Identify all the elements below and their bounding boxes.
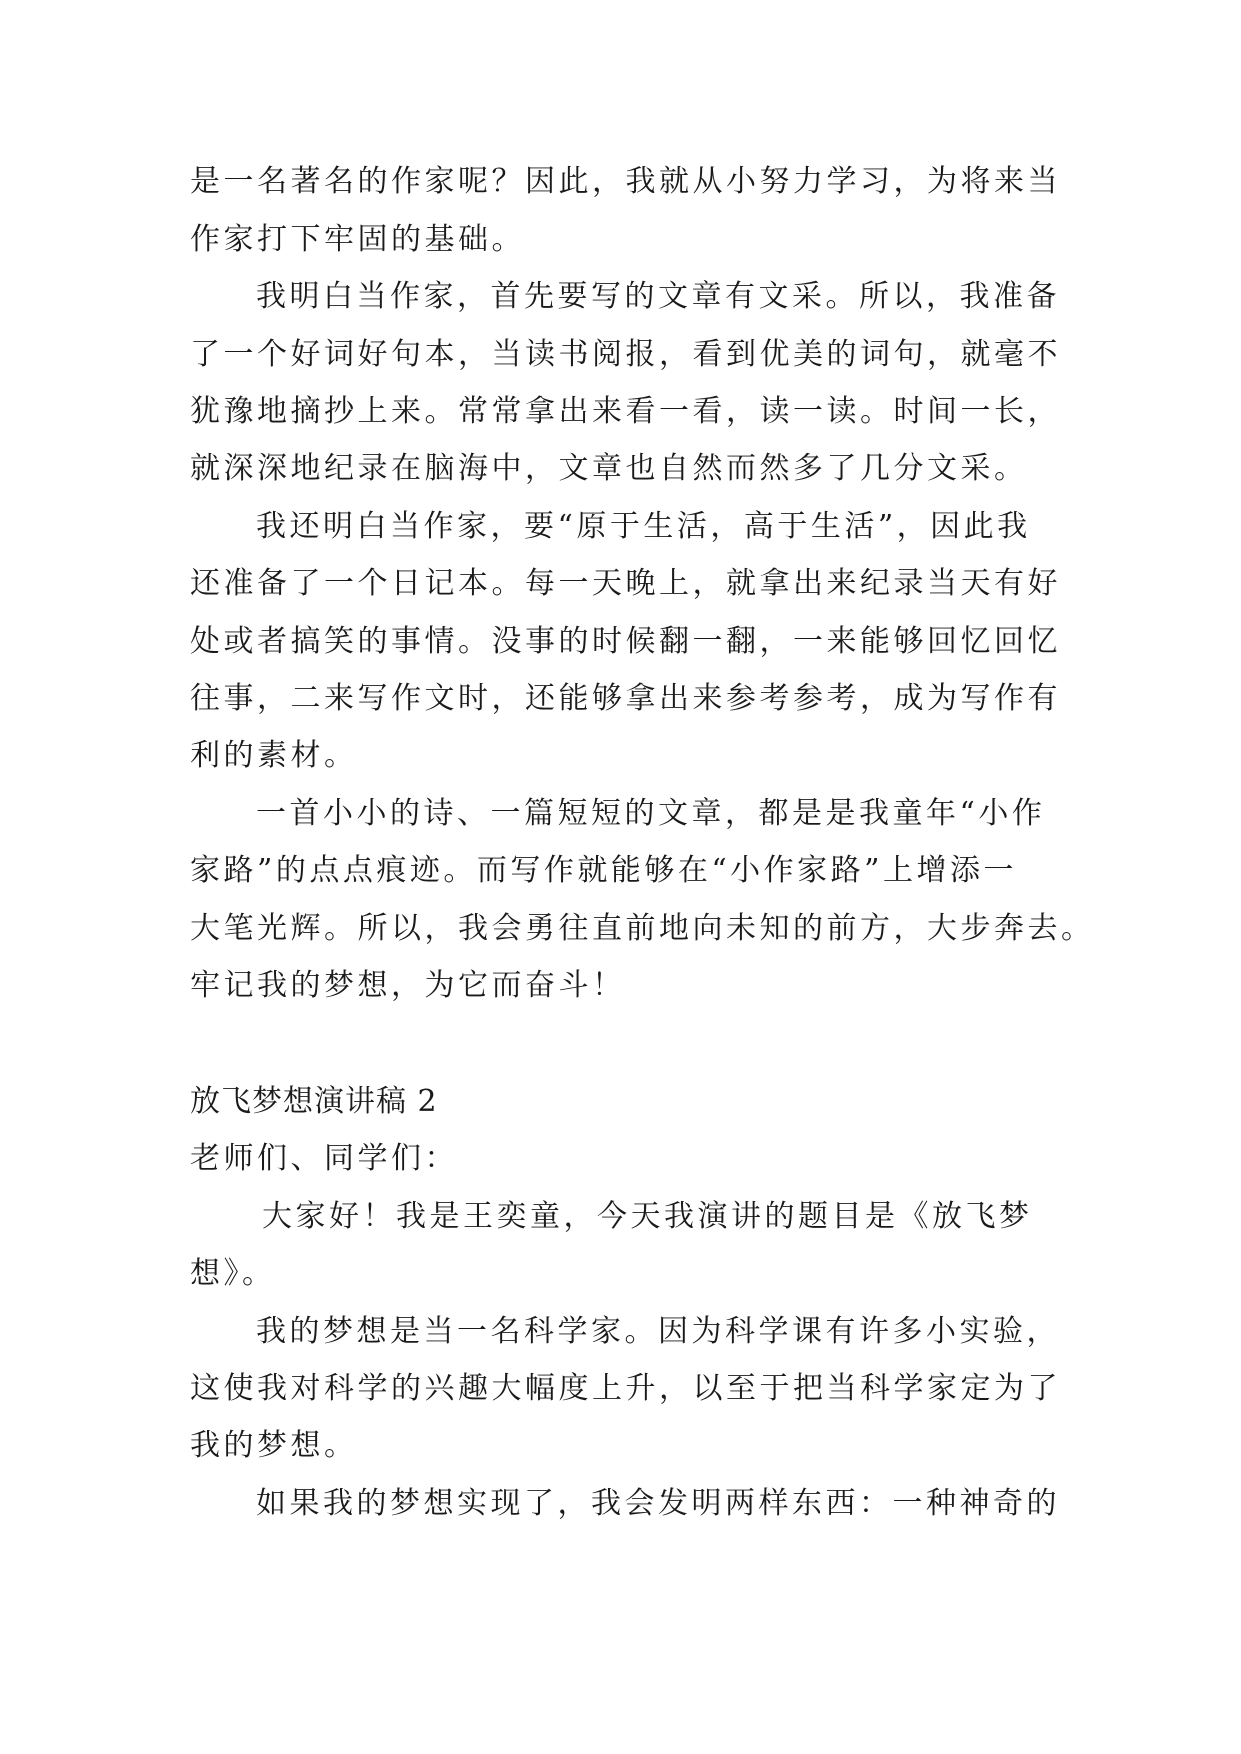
paragraph-line: 就深深地纪录在脑海中，文章也自然而然多了几分文采。: [190, 451, 1028, 486]
paragraph-line: 还准备了一个日记本。每一天晚上，就拿出来纪录当天有好: [190, 566, 1061, 601]
paragraph-line: 家路”的点点痕迹。而写作就能够在“小作家路”上增添一: [190, 853, 1018, 888]
paragraph-line: 是一名著名的作家呢？因此，我就从小努力学习，为将来当: [190, 164, 1061, 199]
paragraph-line: 大家好！我是王奕童，今天我演讲的题目是《放飞梦: [262, 1199, 1033, 1234]
paragraph-line: 这使我对科学的兴趣大幅度上升，以至于把当科学家定为了: [190, 1371, 1061, 1406]
paragraph-line: 往事，二来写作文时，还能够拿出来参考参考，成为写作有: [190, 681, 1061, 716]
paragraph-line: 作家打下牢固的基础。: [190, 222, 525, 257]
paragraph-line: 利的素材。: [190, 738, 358, 773]
paragraph-line: 一首小小的诗、一篇短短的文章，都是是我童年“小作: [256, 796, 1046, 831]
section-heading: 放飞梦想演讲稿 2: [190, 1084, 438, 1119]
paragraph-line: 我还明白当作家，要“原于生活，高于生活”，因此我: [256, 509, 1031, 544]
salutation: 老师们、同学们：: [190, 1141, 458, 1176]
paragraph-line: 犹豫地摘抄上来。常常拿出来看一看，读一读。时间一长，: [190, 394, 1061, 429]
paragraph-line: 大笔光辉。所以，我会勇往直前地向未知的前方，大步奔去。: [190, 911, 1095, 946]
paragraph-line: 我明白当作家，首先要写的文章有文采。所以，我准备: [256, 279, 1060, 314]
paragraph-line: 牢记我的梦想，为它而奋斗！: [190, 968, 626, 1003]
paragraph-line: 想》。: [190, 1256, 276, 1291]
paragraph-line: 处或者搞笑的事情。没事的时候翻一翻，一来能够回忆回忆: [190, 624, 1061, 659]
paragraph-line: 了一个好词好句本，当读书阅报，看到优美的词句，就毫不: [190, 337, 1061, 372]
paragraph-line: 我的梦想是当一名科学家。因为科学课有许多小实验，: [256, 1314, 1060, 1349]
paragraph-line: 我的梦想。: [190, 1428, 358, 1463]
paragraph-line: 如果我的梦想实现了，我会发明两样东西：一种神奇的: [256, 1486, 1060, 1521]
